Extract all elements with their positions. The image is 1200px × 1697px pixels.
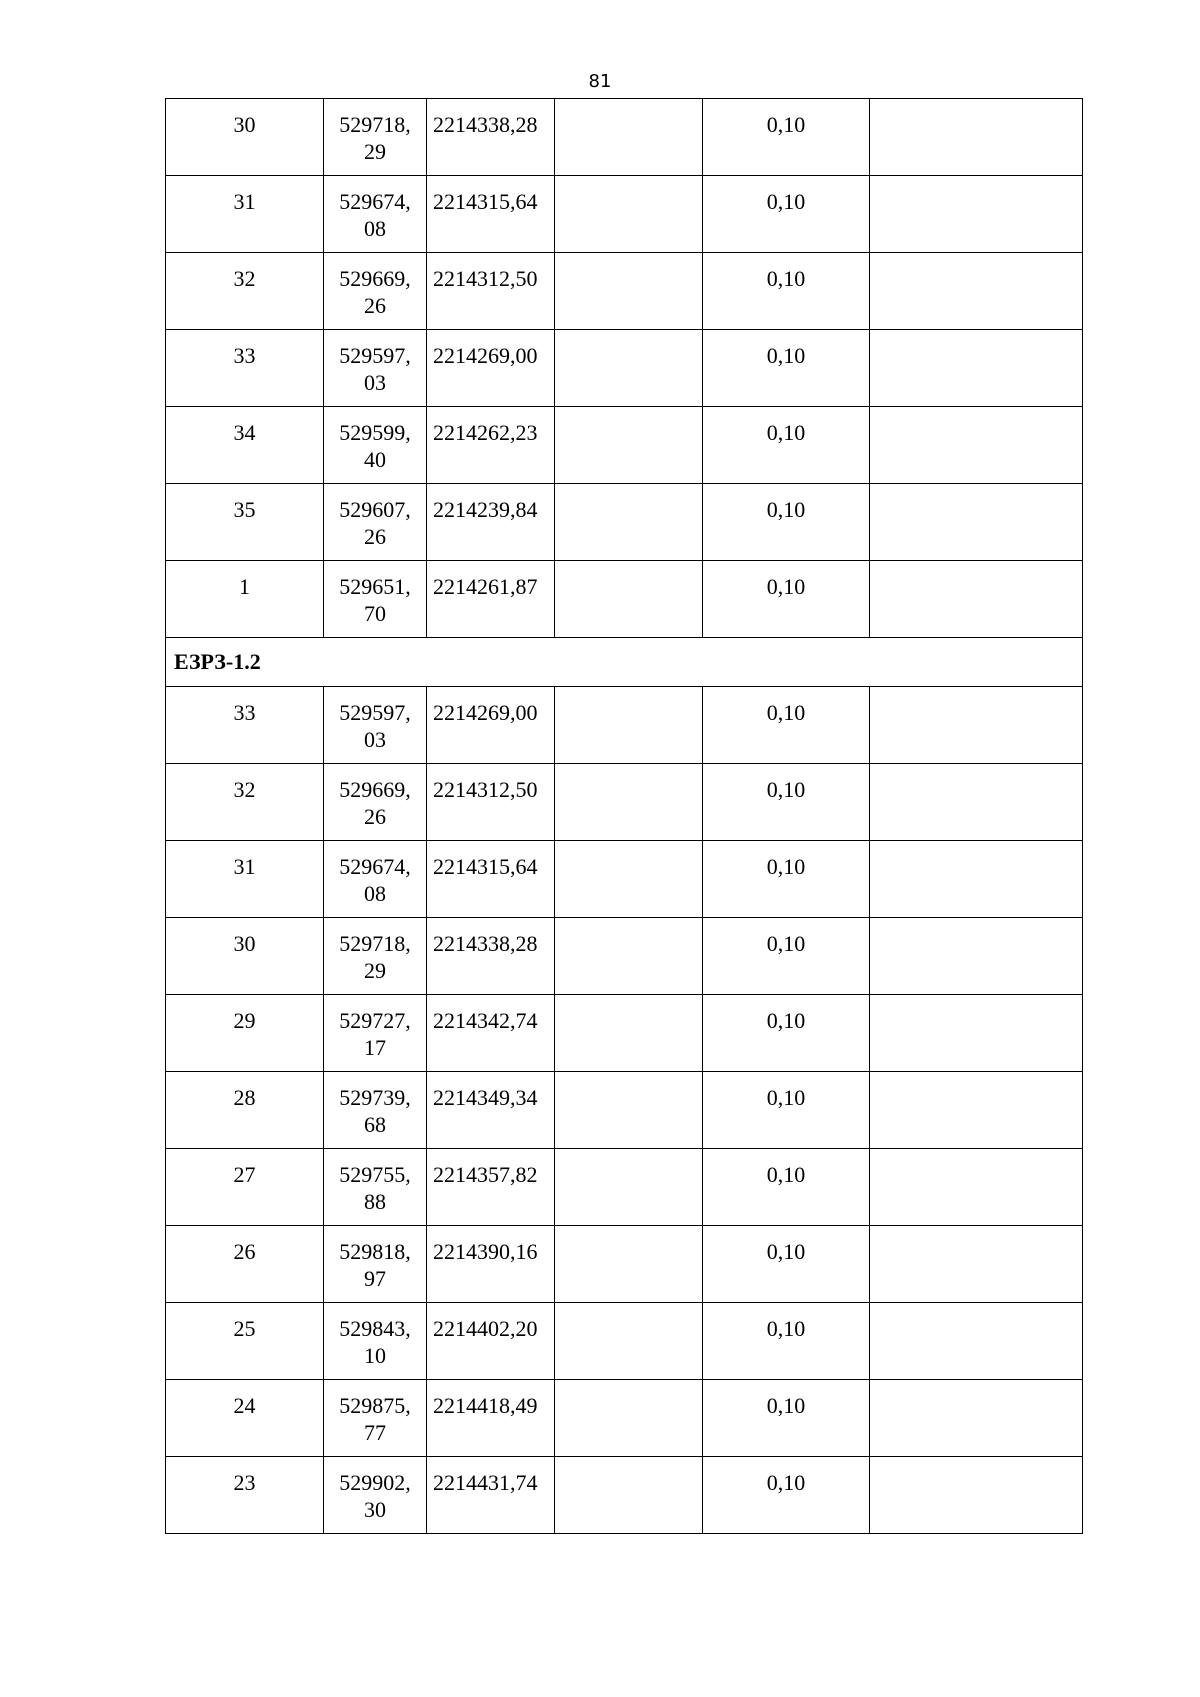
description-cell [870,995,1083,1072]
point-number-cell [166,995,324,1072]
x-coordinate [324,1072,426,1138]
x-coordinate-fraction: 88 [364,1189,386,1214]
x-coordinate [324,764,426,830]
x-coordinate-fraction: 08 [364,216,386,241]
point-number: 28 [233,1085,256,1110]
description-cell [870,253,1083,330]
point-number-cell [166,1226,324,1303]
x-coordinate-integer: 529597, [339,343,411,368]
y-coordinate-cell [427,918,555,995]
accuracy-value: 0,10 [766,1393,806,1418]
x-coordinate-integer: 529599, [339,420,411,445]
y-coordinate-cell [427,1072,555,1149]
description-cell [870,484,1083,561]
point-number: 31 [233,189,256,214]
accuracy-value: 0,10 [766,574,806,599]
x-coordinate-integer: 529739, [339,1085,411,1110]
y-coordinate-cell [427,995,555,1072]
table-row [166,1380,1083,1457]
x-coordinate-cell [324,687,427,764]
x-coordinate [324,1380,426,1446]
point-number-cell [166,253,324,330]
method-cell [555,1457,703,1534]
point-number-cell [166,1457,324,1534]
x-coordinate-integer: 529674, [339,189,411,214]
y-coordinate-cell [427,99,555,176]
accuracy-cell [703,1380,870,1457]
accuracy-cell [703,841,870,918]
x-coordinate-fraction: 03 [364,370,386,395]
table-row [166,176,1083,253]
table-row [166,407,1083,484]
description-cell [870,330,1083,407]
point-number-cell [166,1380,324,1457]
accuracy-value: 0,10 [766,777,806,802]
table-body [166,99,1083,1534]
method-cell [555,1226,703,1303]
table-row [166,764,1083,841]
table-row [166,918,1083,995]
accuracy-value: 0,10 [766,1239,806,1264]
table-row [166,330,1083,407]
x-coordinate-cell [324,99,427,176]
description-cell [870,561,1083,638]
table-row [166,484,1083,561]
accuracy-value: 0,10 [766,420,806,445]
y-coordinate-cell [427,687,555,764]
y-coordinate: 2214342,74 [433,1008,538,1033]
x-coordinate-fraction: 77 [364,1420,386,1445]
method-cell [555,253,703,330]
point-number: 34 [233,420,256,445]
x-coordinate [324,841,426,907]
y-coordinate: 2214312,50 [433,266,538,291]
accuracy-value: 0,10 [766,112,806,137]
accuracy-value: 0,10 [766,700,806,725]
y-coordinate-cell [427,253,555,330]
y-coordinate-cell [427,1303,555,1380]
description-cell [870,918,1083,995]
x-coordinate-cell [324,1149,427,1226]
x-coordinate-cell [324,484,427,561]
accuracy-value: 0,10 [766,1470,806,1495]
point-number: 24 [233,1393,256,1418]
method-cell [555,561,703,638]
point-number: 29 [233,1008,256,1033]
x-coordinate-cell [324,1226,427,1303]
method-cell [555,687,703,764]
x-coordinate [324,330,426,396]
x-coordinate-fraction: 29 [364,139,386,164]
table-row [166,995,1083,1072]
point-number-cell [166,764,324,841]
x-coordinate [324,1149,426,1215]
description-cell [870,764,1083,841]
point-number: 35 [233,497,256,522]
section-header-row [166,638,1083,687]
y-coordinate-cell [427,1149,555,1226]
x-coordinate-fraction: 26 [364,804,386,829]
description-cell [870,407,1083,484]
point-number: 32 [233,777,256,802]
x-coordinate-fraction: 30 [364,1497,386,1522]
y-coordinate-cell [427,1457,555,1534]
y-coordinate-cell [427,841,555,918]
x-coordinate-integer: 529843, [339,1316,411,1341]
table-row [166,1303,1083,1380]
y-coordinate: 2214431,74 [433,1470,538,1495]
accuracy-cell [703,687,870,764]
method-cell [555,764,703,841]
x-coordinate-cell [324,918,427,995]
x-coordinate-fraction: 17 [364,1035,386,1060]
point-number-cell [166,561,324,638]
y-coordinate: 2214349,34 [433,1085,538,1110]
coordinates-table [165,98,1083,1534]
x-coordinate-integer: 529755, [339,1162,411,1187]
y-coordinate: 2214357,82 [433,1162,538,1187]
x-coordinate-integer: 529875, [339,1393,411,1418]
point-number: 32 [233,266,256,291]
y-coordinate: 2214402,20 [433,1316,538,1341]
y-coordinate: 2214269,00 [433,700,538,725]
point-number: 23 [233,1470,256,1495]
x-coordinate-cell [324,176,427,253]
accuracy-value: 0,10 [766,931,806,956]
point-number: 1 [239,574,250,599]
x-coordinate-integer: 529727, [339,1008,411,1033]
x-coordinate-cell [324,561,427,638]
description-cell [870,1380,1083,1457]
x-coordinate [324,687,426,753]
accuracy-cell [703,1303,870,1380]
x-coordinate-fraction: 26 [364,524,386,549]
accuracy-cell [703,253,870,330]
x-coordinate-fraction: 08 [364,881,386,906]
method-cell [555,995,703,1072]
accuracy-cell [703,561,870,638]
description-cell [870,1457,1083,1534]
y-coordinate: 2214338,28 [433,112,538,137]
description-cell [870,841,1083,918]
method-cell [555,841,703,918]
x-coordinate-integer: 529718, [339,931,411,956]
method-cell [555,1380,703,1457]
point-number-cell [166,176,324,253]
x-coordinate-cell [324,1380,427,1457]
x-coordinate-fraction: 40 [364,447,386,472]
accuracy-cell [703,1457,870,1534]
method-cell [555,330,703,407]
point-number-cell [166,484,324,561]
accuracy-value: 0,10 [766,497,806,522]
method-cell [555,176,703,253]
accuracy-cell [703,918,870,995]
y-coordinate-cell [427,1226,555,1303]
point-number: 33 [233,700,256,725]
point-number: 25 [233,1316,256,1341]
accuracy-cell [703,995,870,1072]
x-coordinate-cell [324,995,427,1072]
accuracy-cell [703,99,870,176]
y-coordinate: 2214338,28 [433,931,538,956]
accuracy-cell [703,1149,870,1226]
accuracy-cell [703,764,870,841]
x-coordinate-integer: 529718, [339,112,411,137]
point-number-cell [166,1149,324,1226]
x-coordinate [324,995,426,1061]
point-number-cell [166,330,324,407]
x-coordinate-integer: 529818, [339,1239,411,1264]
y-coordinate: 2214261,87 [433,574,538,599]
point-number: 31 [233,854,256,879]
x-coordinate [324,407,426,473]
point-number: 27 [233,1162,256,1187]
description-cell [870,1149,1083,1226]
x-coordinate-cell [324,764,427,841]
x-coordinate [324,1226,426,1292]
description-cell [870,1072,1083,1149]
y-coordinate: 2214390,16 [433,1239,538,1264]
x-coordinate-fraction: 29 [364,958,386,983]
x-coordinate-integer: 529669, [339,777,411,802]
section-title: ЕЗРЗ-1.2 [166,638,1083,687]
accuracy-value: 0,10 [766,343,806,368]
description-cell [870,1226,1083,1303]
description-cell [870,176,1083,253]
table-row [166,253,1083,330]
point-number-cell [166,687,324,764]
method-cell [555,484,703,561]
x-coordinate-cell [324,1072,427,1149]
table-row [166,1149,1083,1226]
x-coordinate-integer: 529669, [339,266,411,291]
y-coordinate: 2214418,49 [433,1393,538,1418]
x-coordinate-fraction: 68 [364,1112,386,1137]
x-coordinate-integer: 529902, [339,1470,411,1495]
description-cell [870,1303,1083,1380]
accuracy-value: 0,10 [766,1316,806,1341]
accuracy-cell [703,330,870,407]
y-coordinate-cell [427,1380,555,1457]
x-coordinate [324,253,426,319]
method-cell [555,1303,703,1380]
x-coordinate-cell [324,407,427,484]
x-coordinate-integer: 529674, [339,854,411,879]
y-coordinate-cell [427,407,555,484]
method-cell [555,918,703,995]
accuracy-value: 0,10 [766,266,806,291]
method-cell [555,99,703,176]
x-coordinate [324,1457,426,1523]
x-coordinate-cell [324,330,427,407]
point-number-cell [166,841,324,918]
y-coordinate-cell [427,330,555,407]
accuracy-cell [703,1226,870,1303]
accuracy-cell [703,176,870,253]
table-row [166,841,1083,918]
x-coordinate [324,918,426,984]
x-coordinate [324,99,426,165]
page-number: 81 [588,71,612,92]
point-number: 26 [233,1239,256,1264]
y-coordinate: 2214315,64 [433,189,538,214]
accuracy-value: 0,10 [766,1162,806,1187]
point-number-cell [166,918,324,995]
point-number: 33 [233,343,256,368]
accuracy-value: 0,10 [766,189,806,214]
table-row [166,687,1083,764]
y-coordinate: 2214262,23 [433,420,538,445]
y-coordinate-cell [427,561,555,638]
description-cell [870,99,1083,176]
y-coordinate-cell [427,764,555,841]
x-coordinate-fraction: 03 [364,727,386,752]
accuracy-cell [703,407,870,484]
y-coordinate: 2214315,64 [433,854,538,879]
accuracy-value: 0,10 [766,1008,806,1033]
x-coordinate [324,561,426,627]
x-coordinate-fraction: 70 [364,601,386,626]
x-coordinate-fraction: 97 [364,1266,386,1291]
x-coordinate-cell [324,841,427,918]
x-coordinate-fraction: 10 [364,1343,386,1368]
y-coordinate-cell [427,484,555,561]
accuracy-cell [703,1072,870,1149]
y-coordinate: 2214269,00 [433,343,538,368]
accuracy-cell [703,484,870,561]
point-number-cell [166,407,324,484]
x-coordinate [324,176,426,242]
y-coordinate: 2214312,50 [433,777,538,802]
point-number-cell [166,99,324,176]
x-coordinate-fraction: 26 [364,293,386,318]
x-coordinate-integer: 529651, [339,574,411,599]
table-row [166,99,1083,176]
method-cell [555,407,703,484]
table-row [166,1457,1083,1534]
x-coordinate-cell [324,1303,427,1380]
table-row [166,1226,1083,1303]
x-coordinate-cell [324,253,427,330]
x-coordinate [324,1303,426,1369]
method-cell [555,1149,703,1226]
y-coordinate: 2214239,84 [433,497,538,522]
point-number: 30 [233,112,256,137]
table-row [166,561,1083,638]
accuracy-value: 0,10 [766,854,806,879]
accuracy-value: 0,10 [766,1085,806,1110]
point-number: 30 [233,931,256,956]
point-number-cell [166,1072,324,1149]
x-coordinate-cell [324,1457,427,1534]
method-cell [555,1072,703,1149]
x-coordinate-integer: 529607, [339,497,411,522]
point-number-cell [166,1303,324,1380]
x-coordinate [324,484,426,550]
description-cell [870,687,1083,764]
x-coordinate-integer: 529597, [339,700,411,725]
table-row [166,1072,1083,1149]
y-coordinate-cell [427,176,555,253]
